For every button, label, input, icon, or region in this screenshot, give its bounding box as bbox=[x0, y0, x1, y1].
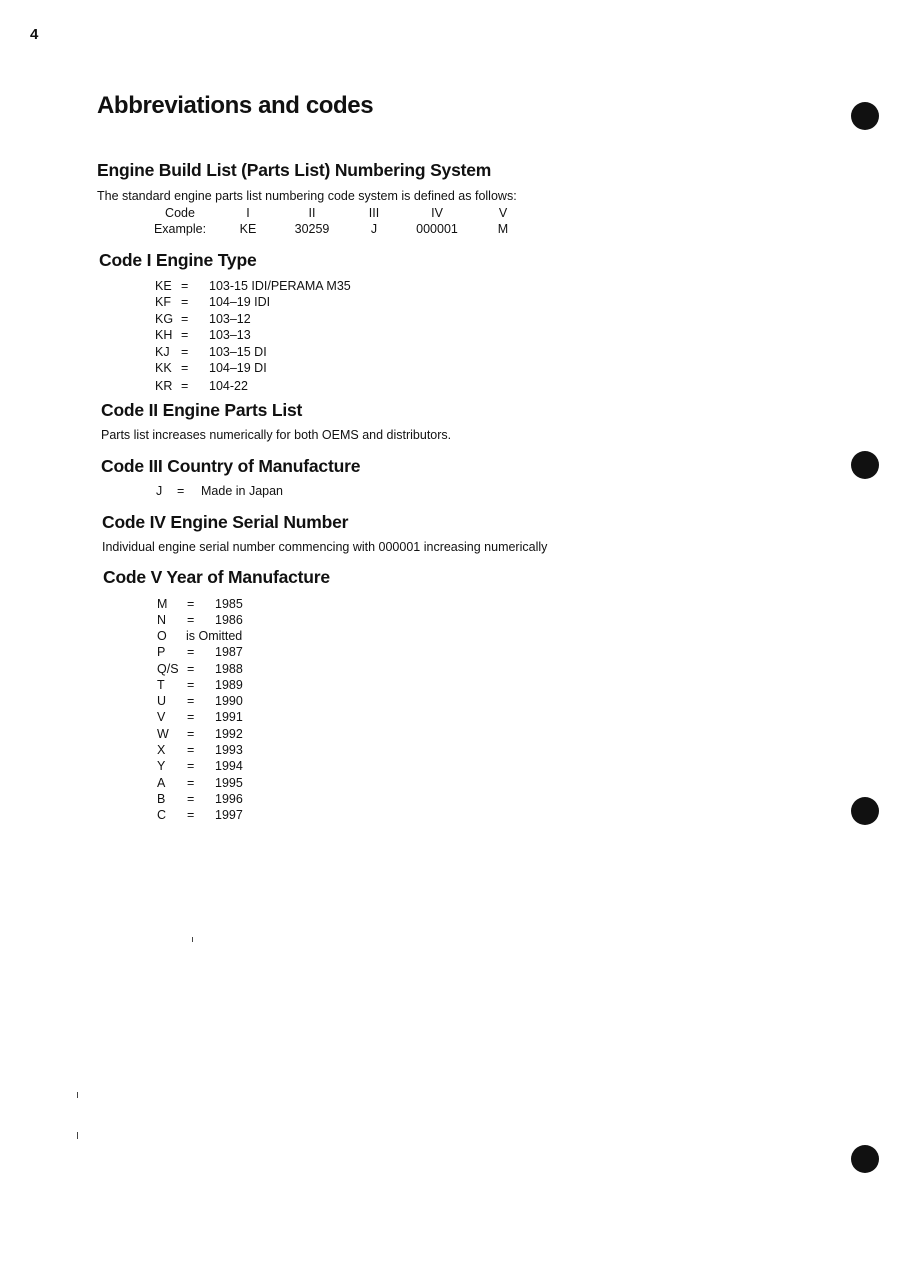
code-label: U bbox=[157, 694, 167, 708]
code-label: KF bbox=[155, 295, 171, 309]
code2-text: Parts list increases numerically for both OEMS and distributors. bbox=[101, 428, 452, 442]
code-label: KE bbox=[155, 279, 172, 293]
code4-text: Individual engine serial number commencing with 000001 increasing numerically bbox=[102, 540, 548, 554]
code-value: 1994 bbox=[215, 759, 243, 773]
code-row-cell: III bbox=[368, 206, 380, 220]
equals-sign: = bbox=[181, 328, 189, 342]
equals-sign: = bbox=[187, 792, 195, 806]
code-value: 1992 bbox=[215, 727, 243, 741]
scan-speck bbox=[77, 1132, 78, 1139]
code-label: M bbox=[157, 597, 168, 611]
code-value: 1986 bbox=[215, 613, 243, 627]
equals-sign: = bbox=[187, 776, 195, 790]
code-label: KK bbox=[155, 361, 172, 375]
equals-sign: = bbox=[177, 484, 185, 498]
code-value: 1996 bbox=[215, 792, 243, 806]
equals-sign: = bbox=[181, 379, 189, 393]
code-label: T bbox=[157, 678, 165, 692]
example-row-cell: KE bbox=[239, 222, 257, 236]
code-label: KH bbox=[155, 328, 173, 342]
page-number: 4 bbox=[30, 26, 39, 43]
code2-heading: Code II Engine Parts List bbox=[101, 400, 303, 420]
code3-heading: Code III Country of Manufacture bbox=[101, 456, 361, 476]
example-row-cell: 30259 bbox=[294, 222, 330, 236]
numbering-heading: Engine Build List (Parts List) Numbering System bbox=[97, 160, 492, 180]
code-value: 1987 bbox=[215, 645, 243, 659]
equals-sign: = bbox=[181, 361, 189, 375]
code-row-cell: V bbox=[498, 206, 508, 220]
code-label: Q/S bbox=[157, 662, 179, 676]
scan-speck bbox=[77, 1092, 78, 1098]
code-label: N bbox=[157, 613, 167, 627]
code-value: 103-15 IDI/PERAMA M35 bbox=[209, 279, 351, 293]
code-value: 1993 bbox=[215, 743, 243, 757]
code-value: 1989 bbox=[215, 678, 243, 692]
code-label: J bbox=[156, 484, 163, 498]
code-value: 1988 bbox=[215, 662, 243, 676]
code-value: 103–12 bbox=[209, 312, 251, 326]
equals-sign: = bbox=[187, 710, 195, 724]
code-value: is Omitted bbox=[186, 629, 243, 643]
code-value: 103–15 DI bbox=[209, 345, 267, 359]
scan-speck bbox=[192, 937, 193, 942]
code-value: 1991 bbox=[215, 710, 243, 724]
equals-sign: = bbox=[187, 759, 195, 773]
code-label: C bbox=[157, 808, 167, 822]
binder-hole bbox=[851, 102, 879, 130]
example-row-cell: M bbox=[497, 222, 509, 236]
code5-heading: Code V Year of Manufacture bbox=[103, 567, 330, 587]
code-label: KG bbox=[155, 312, 174, 326]
code-label: Y bbox=[157, 759, 166, 773]
equals-sign: = bbox=[181, 295, 189, 309]
code-label: V bbox=[157, 710, 166, 724]
equals-sign: = bbox=[187, 694, 195, 708]
code4-heading: Code IV Engine Serial Number bbox=[102, 512, 349, 532]
equals-sign: = bbox=[187, 645, 195, 659]
code-label: W bbox=[157, 727, 169, 741]
code-value: 1985 bbox=[215, 597, 243, 611]
example-row-cell: J bbox=[370, 222, 378, 236]
equals-sign: = bbox=[187, 678, 195, 692]
equals-sign: = bbox=[187, 808, 195, 822]
code-value: 1990 bbox=[215, 694, 243, 708]
code-value: 104–19 DI bbox=[209, 361, 267, 375]
code-label: KJ bbox=[155, 345, 170, 359]
equals-sign: = bbox=[187, 727, 195, 741]
code-value: 103–13 bbox=[209, 328, 251, 342]
code-row-cell: II bbox=[308, 206, 316, 220]
code-value: 104-22 bbox=[209, 379, 248, 393]
code-value: 1997 bbox=[215, 808, 243, 822]
code-label: P bbox=[157, 645, 166, 659]
code1-heading: Code I Engine Type bbox=[99, 250, 257, 270]
equals-sign: = bbox=[187, 662, 195, 676]
code-label: A bbox=[157, 776, 166, 790]
binder-hole bbox=[851, 451, 879, 479]
equals-sign: = bbox=[187, 597, 195, 611]
equals-sign: = bbox=[181, 279, 189, 293]
code-row-cell: Code bbox=[165, 206, 195, 220]
binder-hole bbox=[851, 1145, 879, 1173]
code-row-cell: I bbox=[246, 206, 250, 220]
equals-sign: = bbox=[187, 613, 195, 627]
numbering-intro: The standard engine parts list numbering code system is defined as follows: bbox=[97, 189, 517, 203]
code-label: O bbox=[157, 629, 167, 643]
binder-hole bbox=[851, 797, 879, 825]
page-title: Abbreviations and codes bbox=[97, 92, 374, 119]
code-value: 104–19 IDI bbox=[209, 295, 271, 309]
code-label: KR bbox=[155, 379, 173, 393]
code-label: X bbox=[157, 743, 166, 757]
equals-sign: = bbox=[181, 312, 189, 326]
example-row-cell: Example: bbox=[153, 222, 207, 236]
code-value: Made in Japan bbox=[201, 484, 284, 498]
equals-sign: = bbox=[187, 743, 195, 757]
example-row-cell: 000001 bbox=[416, 222, 458, 236]
equals-sign: = bbox=[181, 345, 189, 359]
code-value: 1995 bbox=[215, 776, 243, 790]
code-label: B bbox=[157, 792, 166, 806]
code-row-cell: IV bbox=[431, 206, 443, 220]
